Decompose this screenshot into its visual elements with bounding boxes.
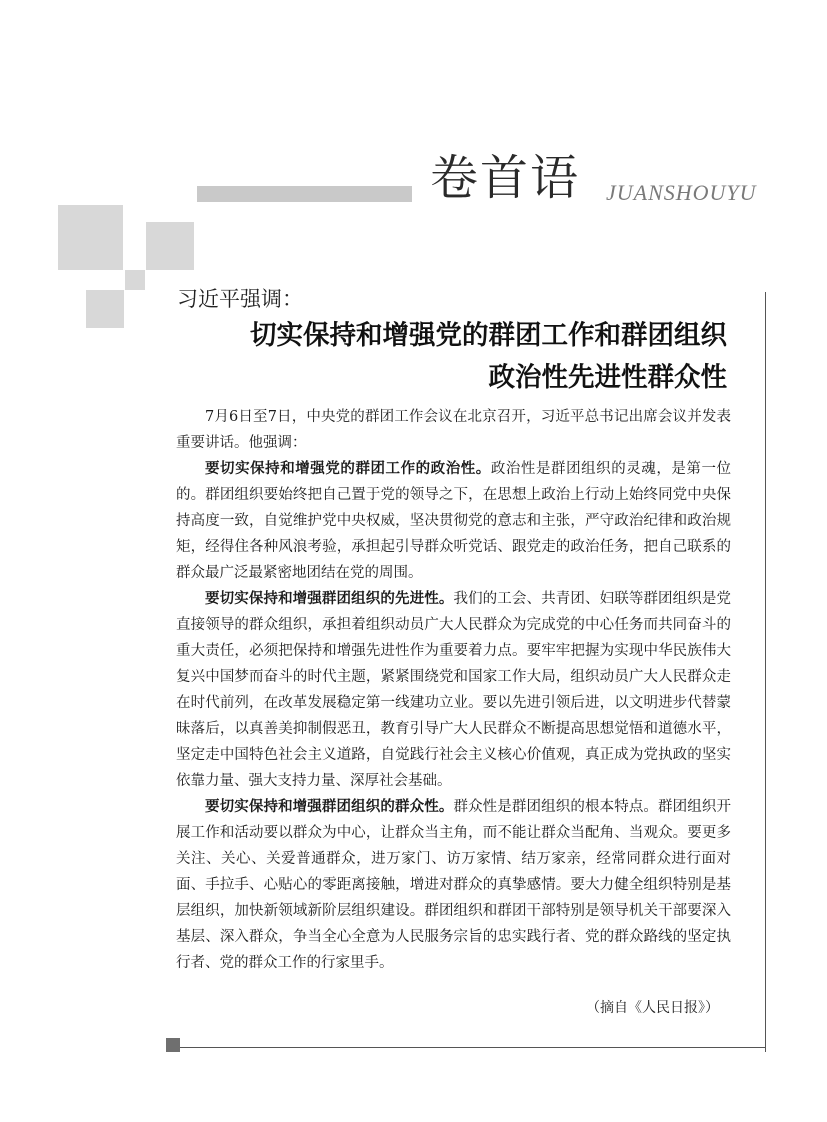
frame-right-line — [765, 292, 766, 1052]
column-subtitle: JUANSHOUYU — [606, 180, 757, 205]
deco-square-small — [125, 270, 145, 290]
article-body — [176, 404, 731, 976]
paragraph-text: 我们的工会、共青团、妇联等群团组织是党直接领导的群众组织，承担着组织动员广大人民群众为完成党的中心任务而共同奋斗的重大责任，必须把保持和增强先进性作为重要着力点。要牢牢把握为实现中华民族伟大复兴中国梦而奋斗的时代主题，紧紧围绕党和国家工作大局，组织动员广大人民群众走在时代前列，在改革发展稳定第一线建功立业。要以先进引领后进，以文明进步代替蒙昧落后，以真善美抑制假恶丑，教育引导广大人民群众不断提高思想觉悟和道德水平，坚定走中国特色社会主义道路，自觉践行社会主义核心价值观，真正成为党执政的坚实依靠力量、强大支持力量、深厚社会基础。 — [176, 591, 732, 789]
column-title: 卷首语 — [430, 150, 581, 206]
source-citation: （摘自《人民日报》） — [586, 1000, 719, 1016]
headline-line-1: 切实保持和增强党的群团工作和群团组织 — [250, 320, 727, 351]
paragraph-advanced — [176, 586, 731, 794]
article-headline — [250, 315, 727, 399]
paragraph-political — [176, 456, 731, 586]
paragraph-intro: 7月6日至7日，中央党的群团工作会议在北京召开，习近平总书记出席会议并发表重要讲话。他强调： — [176, 409, 731, 451]
frame-bottom-line — [172, 1047, 766, 1048]
header-bar — [197, 186, 412, 202]
article-kicker: 习近平强调： — [177, 287, 303, 311]
paragraph-lead: 要切实保持和增强党的群团工作的政治性。 — [205, 460, 491, 477]
deco-square-mid — [146, 222, 194, 270]
paragraph-lead: 要切实保持和增强群团组织的群众性。 — [205, 798, 454, 815]
frame-corner-square — [166, 1038, 180, 1052]
paragraph-text: 政治性是群团组织的灵魂，是第一位的。群团组织要始终把自己置于党的领导之下，在思想上政治上行动上始终同党中央保持高度一致，自觉维护党中央权威，坚决贯彻党的意志和主张，严守政治纪律和政治规矩，经得住各种风浪考验，承担起引导群众听党话、跟党走的政治任务，把自己联系的群众最广泛最紧密地团结在党的周围。 — [176, 461, 732, 581]
paragraph-mass — [176, 794, 731, 976]
headline-line-2: 政治性先进性群众性 — [488, 362, 727, 393]
deco-square-large — [58, 205, 123, 270]
paragraph-text: 群众性是群团组织的根本特点。群团组织开展工作和活动要以群众为中心，让群众当主角，而不能让群众当配角、当观众。要更多关注、关心、关爱普通群众，进万家门、访万家情、结万家亲，经常同群众进行面对面、手拉手、心贴心的零距离接触，增进对群众的真挚感情。要大力健全组织特别是基层组织，加快新领域新阶层组织建设。群团组织和群团干部特别是领导机关干部要深入基层、深入群众，争当全心全意为人民服务宗旨的忠实践行者、党的群众路线的坚定执行者、党的群众工作的行家里手。 — [176, 799, 732, 971]
paragraph-lead: 要切实保持和增强群团组织的先进性。 — [205, 590, 454, 607]
deco-square-left — [86, 290, 124, 328]
